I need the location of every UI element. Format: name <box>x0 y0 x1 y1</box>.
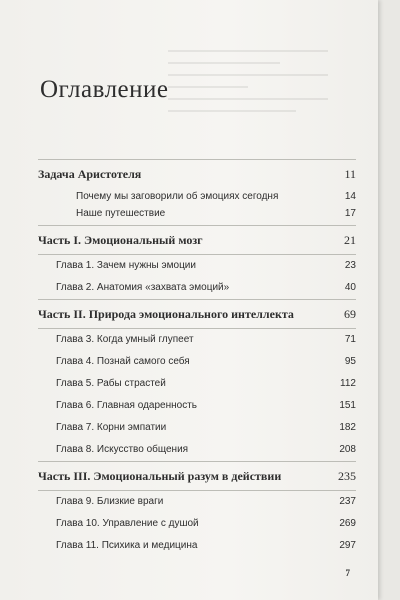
toc-page-number: 23 <box>344 260 356 271</box>
toc-chapter <box>38 535 356 557</box>
toc-chapter-title: Глава 9. Близкие враги <box>56 496 164 507</box>
toc-chapter-title: Глава 11. Психика и медицина <box>56 540 198 551</box>
toc-page-number: 237 <box>339 496 356 507</box>
toc-subitem <box>38 205 356 225</box>
toc-chapter-title: Глава 8. Искусство общения <box>56 444 189 455</box>
toc-part <box>38 462 356 490</box>
toc-page-number: 112 <box>340 378 356 389</box>
table-of-contents <box>38 159 356 557</box>
toc-chapter <box>38 255 356 277</box>
page-number: 7 <box>345 568 350 578</box>
toc-chapter-title: Глава 3. Когда умный глупеет <box>56 334 194 345</box>
show-through-text <box>168 40 328 160</box>
toc-chapter-title: Глава 7. Корни эмпатии <box>56 422 167 433</box>
toc-chapter-title: Глава 6. Главная одаренность <box>56 400 198 411</box>
toc-chapter <box>38 395 356 417</box>
toc-section-title: Задача Аристотеля <box>38 167 142 181</box>
toc-chapter-title: Глава 5. Рабы страстей <box>56 378 166 389</box>
toc-page-number: 95 <box>344 356 356 367</box>
toc-page-number: 21 <box>344 233 356 247</box>
toc-part <box>38 226 356 254</box>
toc-page-number: 69 <box>344 307 356 321</box>
toc-chapter-title: Глава 10. Управление с душой <box>56 518 199 529</box>
toc-chapter <box>38 373 356 395</box>
toc-subitem-title: Почему мы заговорили об эмоциях сегодня <box>76 191 279 202</box>
toc-subitem <box>38 188 356 205</box>
toc-subitem-title: Наше путешествие <box>76 208 166 219</box>
toc-part <box>38 300 356 328</box>
toc-part-title: Часть I. Эмоциональный мозг <box>38 233 203 247</box>
toc-page-number: 11 <box>344 167 356 181</box>
toc-part-title: Часть II. Природа эмоционального интеллекта <box>38 307 294 321</box>
toc-section <box>38 160 356 188</box>
toc-chapter-title: Глава 4. Познай самого себя <box>56 356 190 367</box>
toc-page-number: 17 <box>344 208 356 219</box>
toc-chapter <box>38 329 356 351</box>
toc-page-number: 182 <box>339 422 356 433</box>
toc-page-number: 269 <box>339 518 356 529</box>
toc-page-number: 14 <box>344 191 356 202</box>
toc-page-number: 40 <box>344 282 356 293</box>
toc-chapter <box>38 513 356 535</box>
toc-part-title: Часть III. Эмоциональный разум в действии <box>38 469 282 483</box>
toc-page-number: 151 <box>339 400 356 411</box>
toc-page-number: 235 <box>338 469 356 483</box>
toc-chapter-title: Глава 1. Зачем нужны эмоции <box>56 260 196 271</box>
toc-chapter <box>38 277 356 299</box>
page-title: Оглавление <box>40 76 169 103</box>
toc-chapter-title: Глава 2. Анатомия «захвата эмоций» <box>56 282 230 293</box>
toc-page-number: 208 <box>339 444 356 455</box>
toc-chapter <box>38 351 356 373</box>
toc-chapter <box>38 491 356 513</box>
toc-chapter <box>38 439 356 461</box>
toc-page-number: 71 <box>344 334 356 345</box>
toc-page-number: 297 <box>339 540 356 551</box>
toc-chapter <box>38 417 356 439</box>
